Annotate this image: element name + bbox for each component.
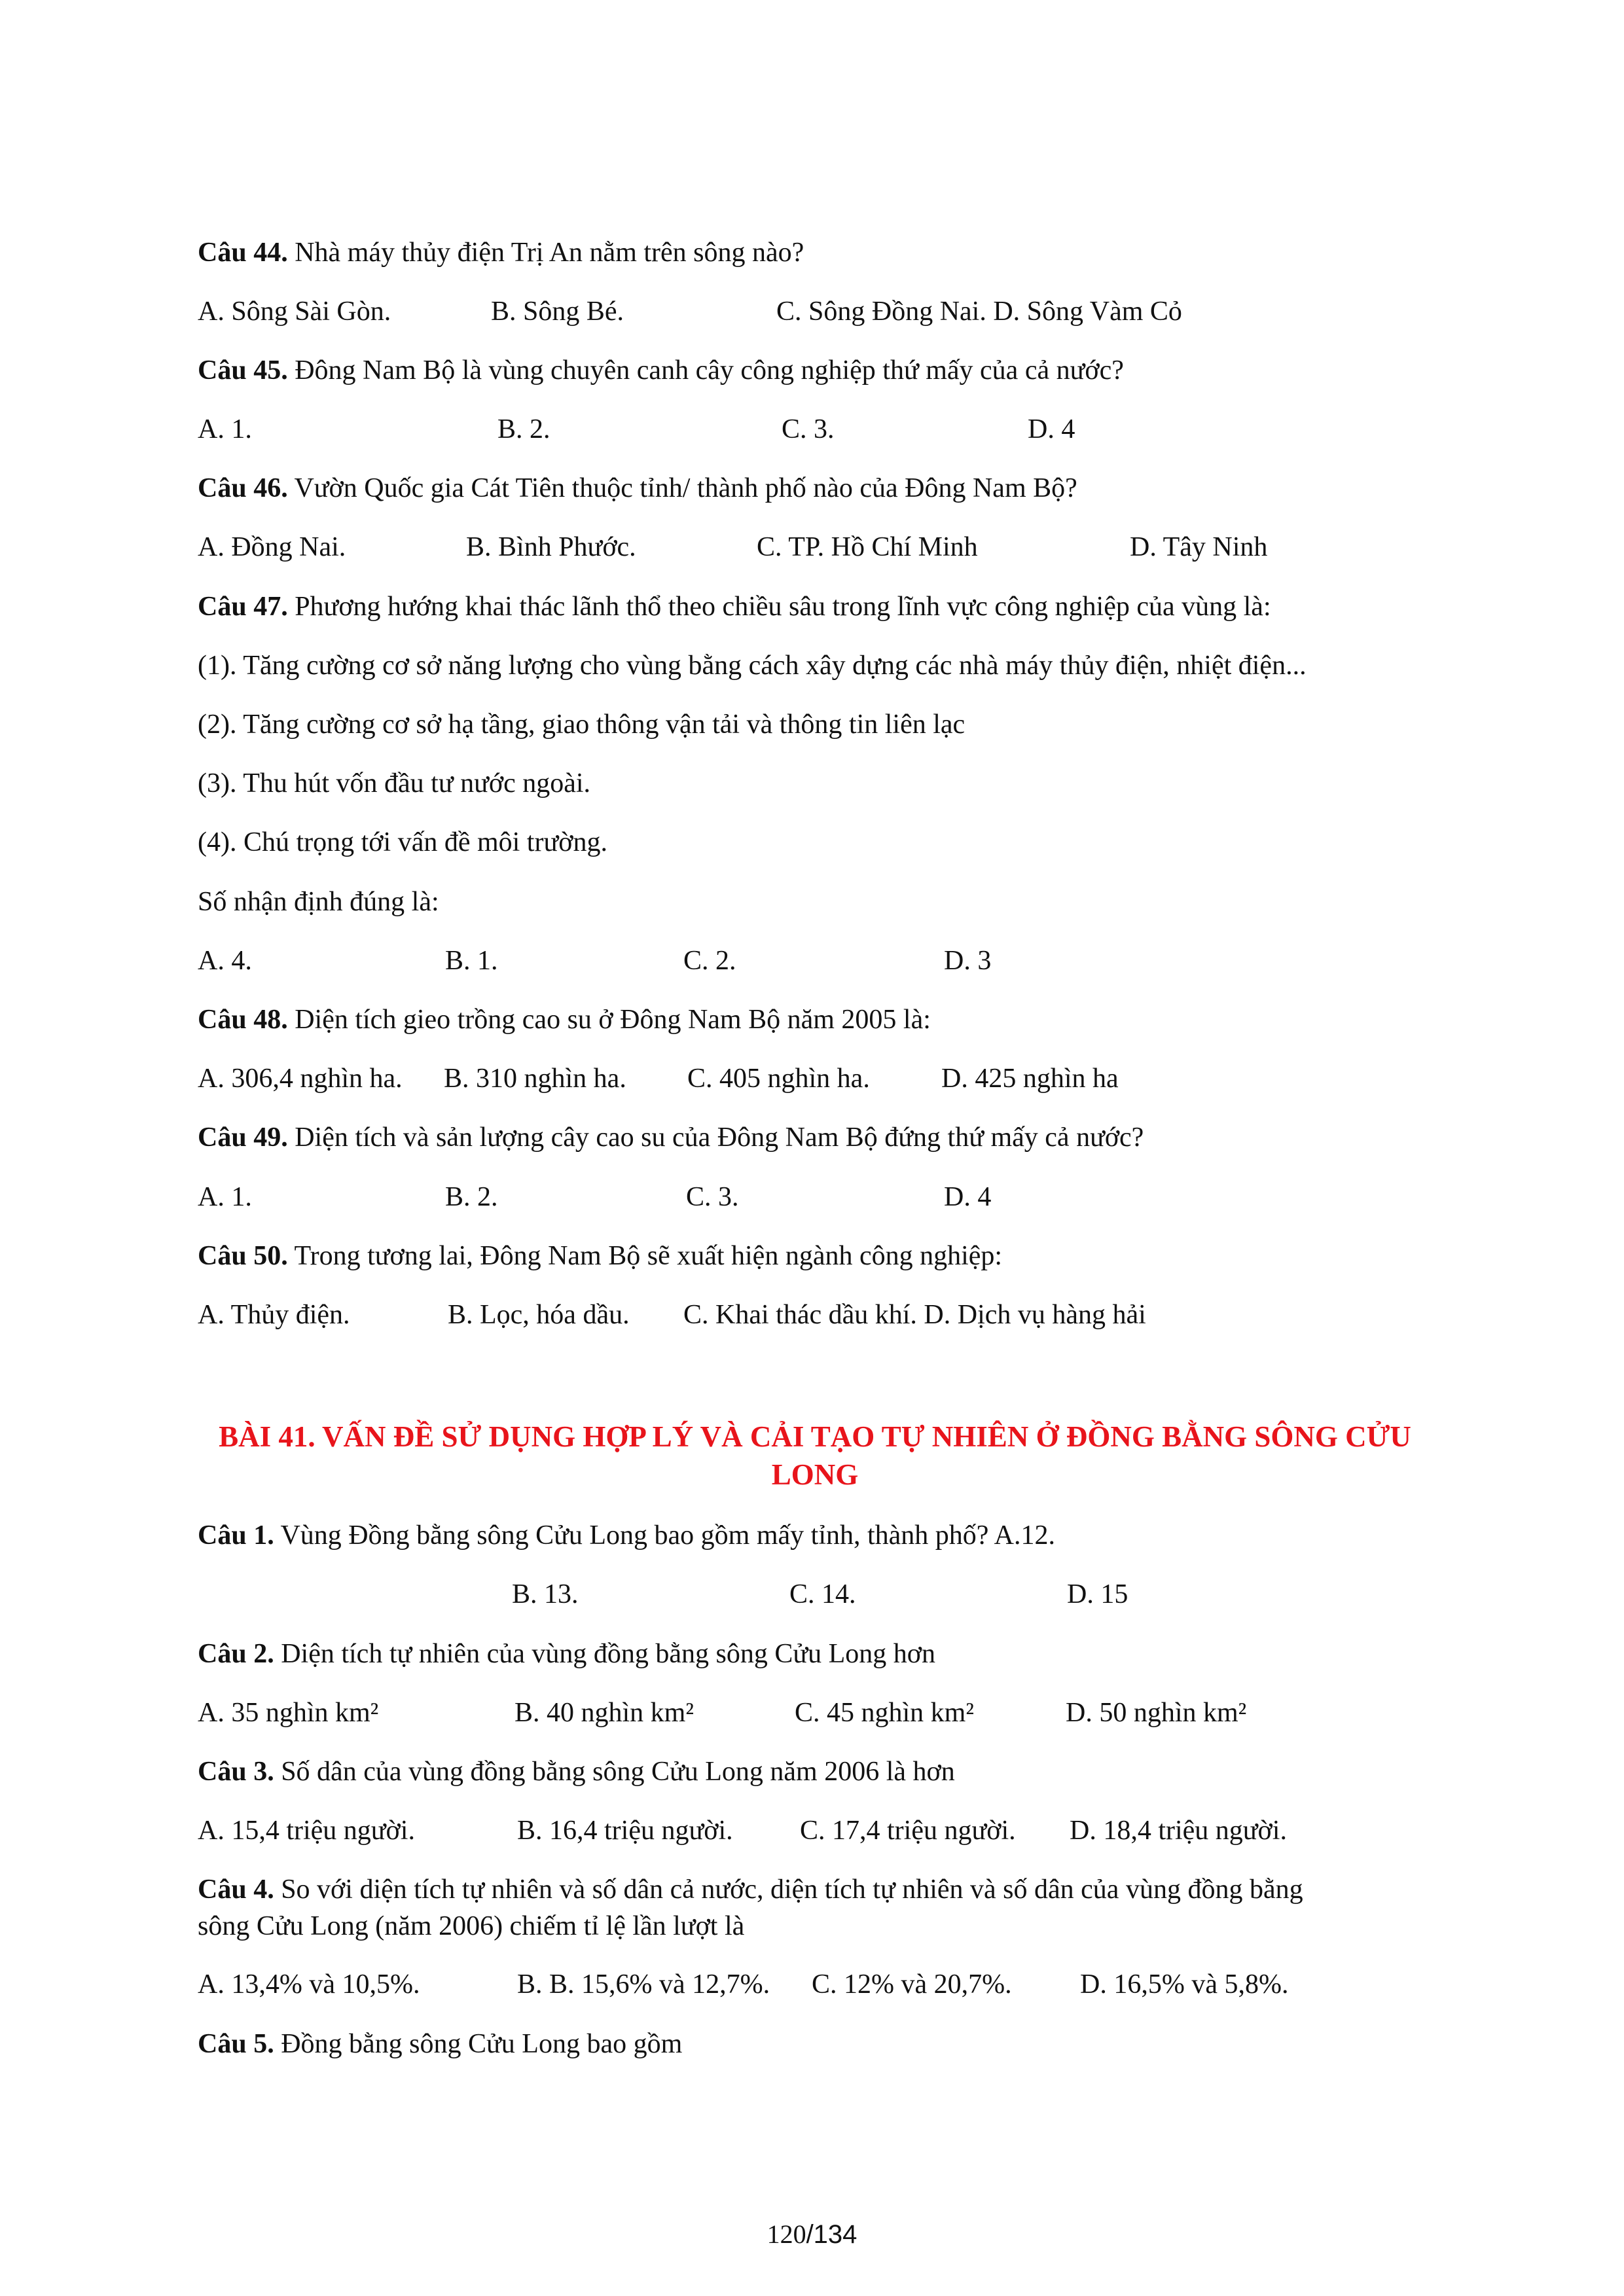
question-44 (198, 236, 804, 269)
question-label: Câu 4. (198, 1874, 274, 1905)
option-c: C. 3. (686, 1182, 739, 1212)
question-2 (198, 1638, 935, 1670)
section-title-line-2: LONG (771, 1458, 859, 1491)
statement-2: (2). Tăng cường cơ sở hạ tầng, giao thông vận tải và thông tin liên lạc (198, 709, 965, 740)
option-b: B. Bình Phước. (466, 532, 636, 562)
question-50 (198, 1240, 1002, 1272)
question-45 (198, 354, 1124, 387)
option-c: C. 2. (683, 946, 736, 976)
question-text: Trong tương lai, Đông Nam Bộ sẽ xuất hiện ngành công nghiệp: (287, 1241, 1003, 1271)
question-46 (198, 472, 1077, 505)
option-c: C. 45 nghìn km² (795, 1698, 974, 1728)
option-b: B. 13. (512, 1579, 579, 1609)
question-text: Phương hướng khai thác lãnh thổ theo chiều sâu trong lĩnh vực công nghiệp của vùng là: (287, 592, 1271, 622)
option-c: C. 17,4 triệu người. (800, 1816, 1016, 1846)
option-a: A. 13,4% và 10,5%. (198, 1969, 420, 2000)
option-a: A. 35 nghìn km² (198, 1698, 379, 1728)
question-prompt: Số nhận định đúng là: (198, 887, 439, 917)
question-text: Diện tích gieo trồng cao su ở Đông Nam Bộ năm 2005 là: (287, 1005, 931, 1035)
option-b: B. 40 nghìn km² (514, 1698, 694, 1728)
question-text-continued: sông Cửu Long (năm 2006) chiếm tỉ lệ lần lượt là (198, 1911, 745, 1941)
option-b: B. 1. (445, 946, 498, 976)
option-d: D. 50 nghìn km² (1066, 1698, 1247, 1728)
question-label: Câu 45. (198, 355, 288, 386)
statement-3: (3). Thu hút vốn đầu tư nước ngoài. (198, 768, 591, 798)
question-48 (198, 1003, 931, 1036)
option-c: C. 14. (789, 1579, 856, 1609)
option-b: B. Sông Bé. (491, 296, 624, 327)
option-c: C. TP. Hồ Chí Minh (757, 532, 978, 562)
option-a: A. Thủy điện. (198, 1300, 350, 1330)
section-title (190, 1418, 1440, 1494)
option-d: D. 18,4 triệu người. (1070, 1816, 1287, 1846)
option-a: A. 306,4 nghìn ha. (198, 1064, 403, 1094)
statement-1: (1). Tăng cường cơ sở năng lượng cho vùng bằng cách xây dựng các nhà máy thủy điện, nhiệt điện... (198, 651, 1307, 681)
question-47 (198, 590, 1271, 623)
question-label: Câu 5. (198, 2029, 274, 2059)
question-text: So với diện tích tự nhiên và số dân cả nước, diện tích tự nhiên và số dân của vùng đồng bằng (274, 1874, 1303, 1905)
option-a: A. Đồng Nai. (198, 532, 346, 562)
question-49 (198, 1121, 1144, 1154)
question-label: Câu 49. (198, 1122, 288, 1153)
question-4 (198, 1873, 1303, 1906)
option-c-d: C. Khai thác dầu khí. D. Dịch vụ hàng hải (683, 1300, 1146, 1330)
question-1 (198, 1519, 1055, 1552)
question-text: Đồng bằng sông Cửu Long bao gồm (274, 2029, 683, 2059)
option-c: C. 3. (782, 414, 835, 444)
question-text: Vùng Đồng bằng sông Cửu Long bao gồm mấy tỉnh, thành phố? A.12. (274, 1520, 1055, 1551)
page-current: 120 (767, 2219, 806, 2249)
option-b: B. 310 nghìn ha. (444, 1064, 626, 1094)
question-text: Diện tích tự nhiên của vùng đồng bằng sông Cửu Long hơn (274, 1639, 935, 1669)
option-b: B. B. 15,6% và 12,7%. (517, 1969, 770, 2000)
page-total: /134 (806, 2220, 857, 2249)
question-text: Diện tích và sản lượng cây cao su của Đông Nam Bộ đứng thứ mấy cả nước? (287, 1122, 1144, 1153)
question-label: Câu 3. (198, 1757, 274, 1787)
option-b: B. 16,4 triệu người. (517, 1816, 733, 1846)
question-label: Câu 50. (198, 1241, 288, 1271)
question-3 (198, 1755, 955, 1788)
question-label: Câu 48. (198, 1005, 288, 1035)
option-a: A. Sông Sài Gòn. (198, 296, 391, 327)
option-a: A. 1. (198, 414, 252, 444)
option-b: B. 2. (497, 414, 550, 444)
question-text: Nhà máy thủy điện Trị An nằm trên sông nào? (287, 238, 804, 268)
question-text: Vườn Quốc gia Cát Tiên thuộc tỉnh/ thành phố nào của Đông Nam Bộ? (287, 473, 1077, 503)
option-d: D. 4 (944, 1182, 992, 1212)
option-d: D. 16,5% và 5,8%. (1080, 1969, 1289, 2000)
option-d: D. 3 (944, 946, 992, 976)
section-title-line-1: BÀI 41. VẤN ĐỀ SỬ DỤNG HỢP LÝ VÀ CẢI TẠO TỰ NHIÊN Ở ĐỒNG BẰNG SÔNG CỬU (219, 1420, 1411, 1453)
option-d: D. 425 nghìn ha (941, 1064, 1119, 1094)
option-a: A. 15,4 triệu người. (198, 1816, 415, 1846)
option-c: C. 405 nghìn ha. (687, 1064, 870, 1094)
option-d: D. 15 (1067, 1579, 1128, 1609)
page-number (0, 2219, 1624, 2250)
question-label: Câu 47. (198, 592, 288, 622)
option-a: A. 1. (198, 1182, 252, 1212)
question-label: Câu 46. (198, 473, 288, 503)
statement-4: (4). Chú trọng tới vấn đề môi trường. (198, 827, 607, 857)
option-d: D. Tây Ninh (1130, 532, 1268, 562)
question-text: Đông Nam Bộ là vùng chuyên canh cây công nghiệp thứ mấy của cả nước? (287, 355, 1124, 386)
option-b: B. Lọc, hóa dầu. (448, 1300, 630, 1330)
question-label: Câu 44. (198, 238, 288, 268)
option-d: D. 4 (1028, 414, 1075, 444)
option-c-d: C. Sông Đồng Nai. D. Sông Vàm Cỏ (776, 296, 1182, 327)
question-text: Số dân của vùng đồng bằng sông Cửu Long năm 2006 là hơn (274, 1757, 955, 1787)
option-c: C. 12% và 20,7%. (812, 1969, 1012, 2000)
question-label: Câu 2. (198, 1639, 274, 1669)
option-a: A. 4. (198, 946, 252, 976)
question-5 (198, 2028, 682, 2060)
question-label: Câu 1. (198, 1520, 274, 1551)
option-b: B. 2. (445, 1182, 498, 1212)
